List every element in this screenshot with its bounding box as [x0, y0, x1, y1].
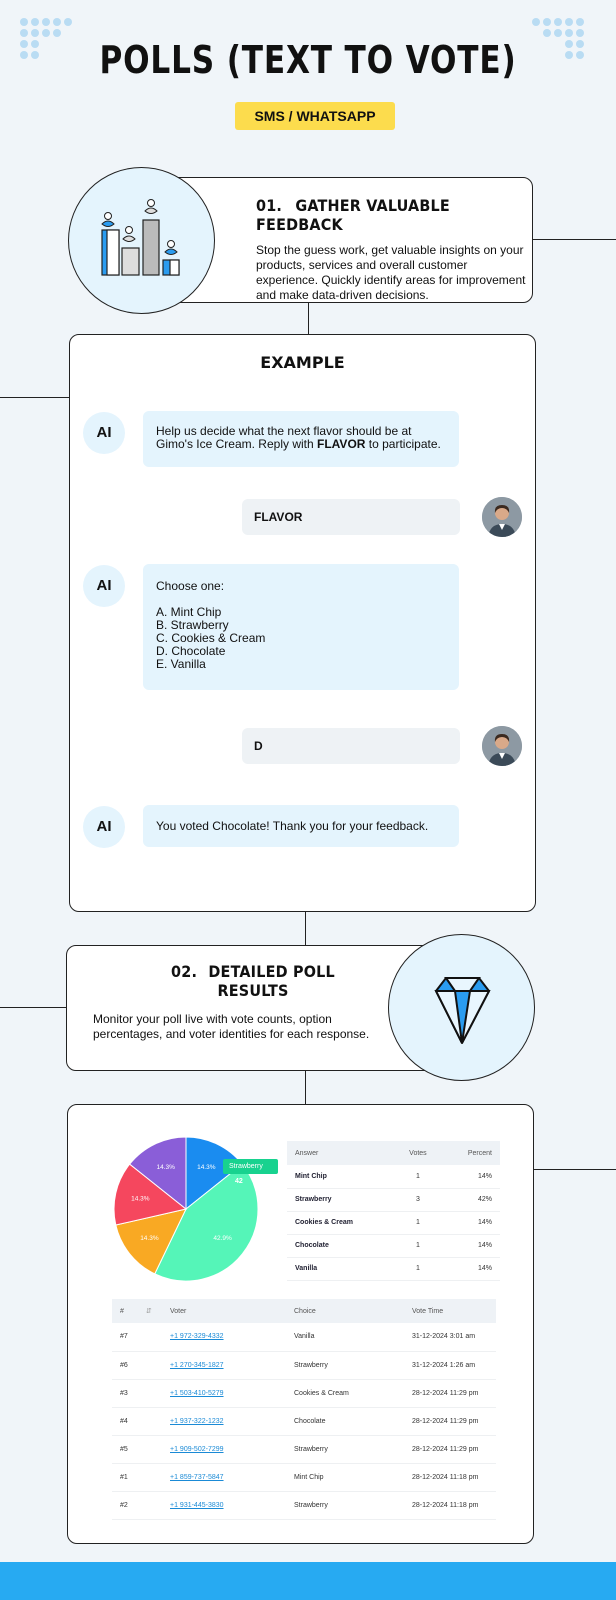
votes-cell: 1 — [394, 1165, 442, 1188]
percent-cell: 14% — [442, 1257, 500, 1280]
option-item: E. Vanilla — [156, 657, 206, 671]
voter-link[interactable]: +1 937-322-1232 — [170, 1417, 224, 1425]
example-title: EXAMPLE — [260, 353, 345, 372]
ai-confirmation-message: You voted Chocolate! Thank you for your feedback. — [143, 805, 459, 847]
choice-cell: Cookies & Cream — [286, 1379, 404, 1407]
option-item: D. Chocolate — [156, 644, 226, 658]
connector-line — [0, 397, 70, 398]
votes-cell: 1 — [394, 1257, 442, 1280]
voter-link[interactable]: +1 270-345-1827 — [170, 1361, 224, 1369]
vote-time-cell: 31-12-2024 3:01 am — [404, 1323, 496, 1351]
percent-cell: 14% — [442, 1165, 500, 1188]
voter-link[interactable]: +1 931-445-3830 — [170, 1501, 224, 1509]
diamond-icon — [389, 935, 536, 1082]
row-index-cell: #1 — [112, 1463, 162, 1491]
table-row — [112, 1351, 496, 1379]
section-description: Monitor your poll live with vote counts, option percentages, and voter identities for each response. — [93, 1012, 370, 1041]
answer-cell: Chocolate — [287, 1234, 394, 1257]
connector-line — [532, 239, 616, 240]
table-row — [112, 1435, 496, 1463]
pie-chart-panel — [113, 1135, 278, 1283]
percent-cell: 14% — [442, 1211, 500, 1234]
percent-cell: 14% — [442, 1234, 500, 1257]
section-description: Stop the guess work, get valuable insights on your products, services and overall customer experience. Quickly identify areas for improvement and make data-driven decisions. — [256, 243, 526, 302]
keyword: FLAVOR — [317, 437, 366, 451]
option-item: B. Strawberry — [156, 618, 229, 632]
vote-time-cell: 31-12-2024 1:26 am — [404, 1351, 496, 1379]
section-number: 01. — [256, 196, 283, 215]
table-row — [112, 1491, 496, 1519]
feature-illustration-circle — [388, 934, 535, 1081]
table-row — [287, 1165, 500, 1188]
section-number: 02. — [171, 962, 198, 981]
answer-cell: Vanilla — [287, 1257, 394, 1280]
summary-table — [287, 1141, 500, 1281]
voter-table-panel — [112, 1299, 496, 1520]
channel-badge: SMS / WHATSAPP — [235, 102, 395, 130]
connector-line — [308, 303, 309, 335]
answer-cell: Cookies & Cream — [287, 1211, 394, 1234]
answer-cell: Strawberry — [287, 1188, 394, 1211]
tooltip-label: Strawberry — [229, 1163, 263, 1170]
summary-table-panel — [287, 1141, 500, 1281]
connector-line — [305, 912, 306, 945]
column-header: Answer — [287, 1141, 394, 1165]
ai-avatar: AI — [83, 806, 125, 848]
user-avatar — [482, 726, 522, 766]
ai-options-message — [143, 564, 459, 690]
row-index-cell: #3 — [112, 1379, 162, 1407]
column-header: # ⇵ — [112, 1299, 162, 1323]
chart-tooltip — [223, 1159, 278, 1185]
choice-cell: Strawberry — [286, 1435, 404, 1463]
table-row — [287, 1188, 500, 1211]
ai-message — [143, 411, 459, 467]
vote-time-cell: 28-12-2024 11:29 pm — [404, 1407, 496, 1435]
pie-data-label: 14.3% — [197, 1163, 216, 1171]
choice-cell: Vanilla — [286, 1323, 404, 1351]
message-text: to participate. — [365, 437, 441, 451]
votes-cell: 3 — [394, 1188, 442, 1211]
table-row — [112, 1379, 496, 1407]
tooltip-value: 42 — [235, 1178, 243, 1185]
voter-link[interactable]: +1 909-502-7299 — [170, 1445, 224, 1453]
voter-link[interactable]: +1 972-329-4332 — [170, 1333, 224, 1341]
column-header: Voter — [162, 1299, 286, 1323]
answer-cell: Mint Chip — [287, 1165, 394, 1188]
poll-results-card — [67, 1104, 534, 1544]
row-index-cell: #5 — [112, 1435, 162, 1463]
pie-data-label: 14.3% — [131, 1195, 150, 1203]
voter-table — [112, 1299, 496, 1520]
footer-bar — [0, 1562, 616, 1600]
votes-cell: 1 — [394, 1234, 442, 1257]
percent-cell: 42% — [442, 1188, 500, 1211]
pie-data-label: 14.3% — [140, 1235, 159, 1243]
table-row — [287, 1257, 500, 1280]
vote-time-cell: 28-12-2024 11:29 pm — [404, 1435, 496, 1463]
option-item: C. Cookies & Cream — [156, 631, 266, 645]
user-reply: FLAVOR — [242, 499, 460, 535]
pie-chart — [113, 1135, 278, 1283]
choice-cell: Strawberry — [286, 1491, 404, 1519]
page-title: POLLS (TEXT TO VOTE) — [99, 38, 517, 82]
table-row — [112, 1407, 496, 1435]
connector-line — [305, 1071, 306, 1104]
column-header: Percent — [442, 1141, 500, 1165]
ai-avatar: AI — [83, 412, 125, 454]
choice-cell: Strawberry — [286, 1351, 404, 1379]
vote-time-cell: 28-12-2024 11:29 pm — [404, 1379, 496, 1407]
row-index-cell: #6 — [112, 1351, 162, 1379]
table-row — [112, 1463, 496, 1491]
options-lead: Choose one: — [156, 579, 225, 593]
option-item: A. Mint Chip — [156, 605, 222, 619]
message-text: Help us decide what the next flavor should be at Gimo's Ice Cream. Reply with — [156, 424, 412, 451]
table-row — [287, 1234, 500, 1257]
section-heading: GATHER VALUABLE FEEDBACK — [256, 196, 450, 234]
user-reply: D — [242, 728, 460, 764]
table-row — [112, 1323, 496, 1351]
feature-illustration-circle — [68, 167, 215, 314]
sort-icon[interactable]: ⇵ — [145, 1308, 152, 1315]
voter-link[interactable]: +1 859-737-5847 — [170, 1473, 224, 1481]
connector-line — [0, 1007, 68, 1008]
vote-time-cell: 28-12-2024 11:18 pm — [404, 1491, 496, 1519]
row-index-cell: #4 — [112, 1407, 162, 1435]
bar-chart-people-icon — [69, 168, 216, 315]
column-header: Choice — [286, 1299, 404, 1323]
user-avatar — [482, 497, 522, 537]
ai-avatar: AI — [83, 565, 125, 607]
votes-cell: 1 — [394, 1211, 442, 1234]
column-header: Vote Time — [404, 1299, 496, 1323]
pie-data-label: 42.9% — [213, 1235, 232, 1243]
pie-data-label: 14.3% — [156, 1163, 175, 1171]
column-header: Votes — [394, 1141, 442, 1165]
example-chat-card — [69, 334, 536, 912]
row-index-cell: #7 — [112, 1323, 162, 1351]
vote-time-cell: 28-12-2024 11:18 pm — [404, 1463, 496, 1491]
row-index-cell: #2 — [112, 1491, 162, 1519]
choice-cell: Mint Chip — [286, 1463, 404, 1491]
table-row — [287, 1211, 500, 1234]
choice-cell: Chocolate — [286, 1407, 404, 1435]
section-heading: DETAILED POLL RESULTS — [208, 962, 335, 1000]
connector-line — [534, 1169, 616, 1170]
voter-link[interactable]: +1 503-410-5279 — [170, 1389, 224, 1397]
